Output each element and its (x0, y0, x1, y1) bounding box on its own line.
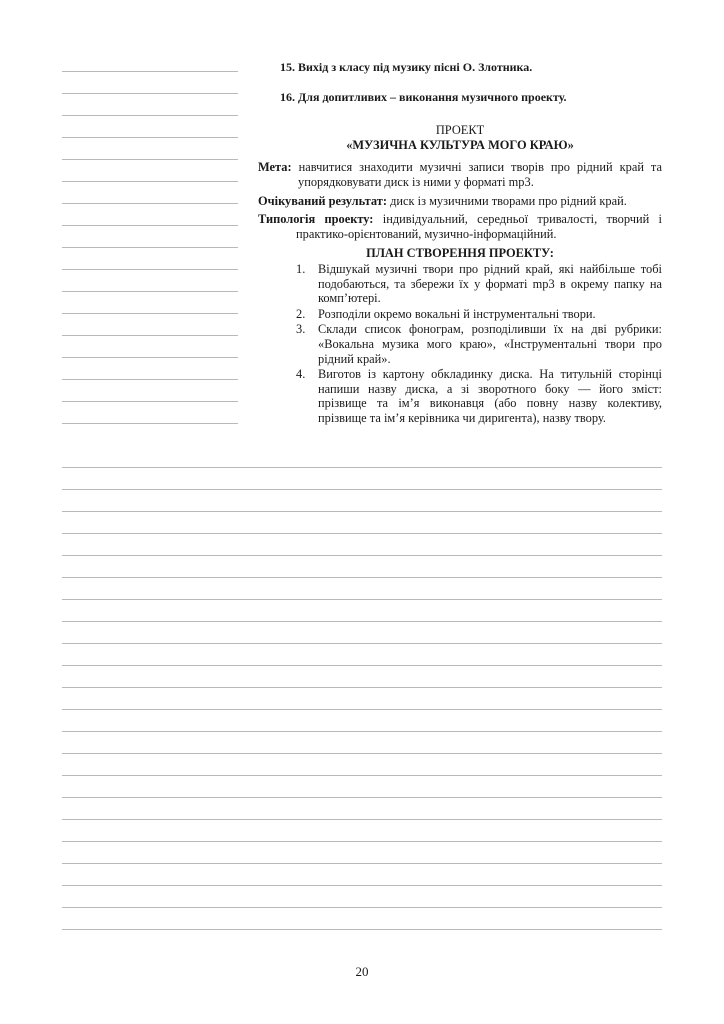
project-result (258, 194, 662, 209)
plan-item-text: Відшукай музичні твори про рідний край, які найбільше тобі подобаються, та збережи їх у форматі mp3 в окрему папку на комп’ютері. (318, 261, 662, 306)
note-line (62, 291, 238, 292)
note-line (62, 269, 238, 270)
note-line (62, 819, 662, 820)
note-line (62, 753, 662, 754)
project-label: ПРОЕКТ (435, 123, 485, 138)
goal-text: навчитися знаходити музичні записи творів про рідний край та упорядковувати диск із ними у форматі mp3. (298, 160, 662, 189)
note-line (62, 533, 662, 534)
note-line (62, 247, 238, 248)
plan-item-number: 1. (296, 261, 306, 276)
note-line (62, 159, 238, 160)
note-line (62, 335, 238, 336)
plan-list (258, 262, 662, 426)
note-line (62, 401, 238, 402)
project-goal (258, 160, 662, 189)
note-line (62, 577, 662, 578)
result-label: Очікуваний результат: (258, 193, 387, 208)
left-note-lines (62, 71, 238, 445)
note-line (62, 71, 238, 72)
note-line (62, 357, 238, 358)
note-line (62, 621, 662, 622)
step-15: 15. Вихід з класу під музику пісні О. Злотника. (280, 60, 533, 74)
note-line (62, 687, 662, 688)
note-line (62, 885, 662, 886)
goal-label: Мета: (258, 160, 292, 175)
lesson-content (258, 60, 662, 426)
note-line (62, 599, 662, 600)
note-line (62, 203, 238, 204)
note-line (62, 775, 662, 776)
note-line (62, 907, 662, 908)
note-line (62, 731, 662, 732)
project-title-block (258, 123, 662, 152)
project-title: «МУЗИЧНА КУЛЬТУРА МОГО КРАЮ» (346, 137, 574, 152)
note-line (62, 929, 662, 930)
note-line (62, 423, 238, 424)
plan-item-number: 4. (296, 367, 306, 382)
note-line (62, 797, 662, 798)
plan-item (296, 306, 662, 322)
note-line (62, 841, 662, 842)
note-line (62, 863, 662, 864)
result-text: диск із музичними творами про рідний край. (390, 193, 627, 208)
note-line (62, 709, 662, 710)
note-line (62, 137, 238, 138)
plan-item-number: 2. (296, 306, 306, 321)
plan-heading: ПЛАН СТВОРЕННЯ ПРОЕКТУ: (366, 246, 554, 261)
note-line (62, 313, 238, 314)
note-line (62, 181, 238, 182)
note-line (62, 665, 662, 666)
note-line (62, 643, 662, 644)
note-line (62, 511, 662, 512)
full-note-lines (62, 467, 662, 951)
plan-item-number: 3. (296, 322, 306, 337)
note-line (62, 225, 238, 226)
plan-item (296, 322, 662, 366)
plan-item-text: Склади список фонограм, розподіливши їх на дві рубрики: «Вокальна музика мого краю», «Інструментальні твори про рідний край». (318, 322, 662, 366)
note-line (62, 555, 662, 556)
note-line (62, 489, 662, 490)
page-number: 20 (355, 964, 369, 979)
plan-item (296, 367, 662, 425)
project-type (258, 212, 662, 241)
step-16: 16. Для допитливих – виконання музичного проекту. (280, 89, 567, 104)
plan-item-text: Розподіли окремо вокальні й інструментальні твори. (318, 306, 596, 321)
type-text: індивідуальний, середньої тривалості, творчий і практико-орієнтований, музично-інформаційний. (296, 212, 662, 241)
note-line (62, 467, 662, 468)
plan-item-text: Виготов із картону обкладинку диска. На титульній сторінці напиши назву диска, а зі зворотного боку — його зміст: прізвище та ім’я виконавця (або повну назву колективу, прізвище та ім’я керівника чи диригента), назву твору. (318, 367, 662, 425)
note-line (62, 115, 238, 116)
plan-item (296, 261, 662, 306)
type-label: Типологія проекту: (258, 212, 374, 227)
note-line (62, 379, 238, 380)
note-line (62, 93, 238, 94)
